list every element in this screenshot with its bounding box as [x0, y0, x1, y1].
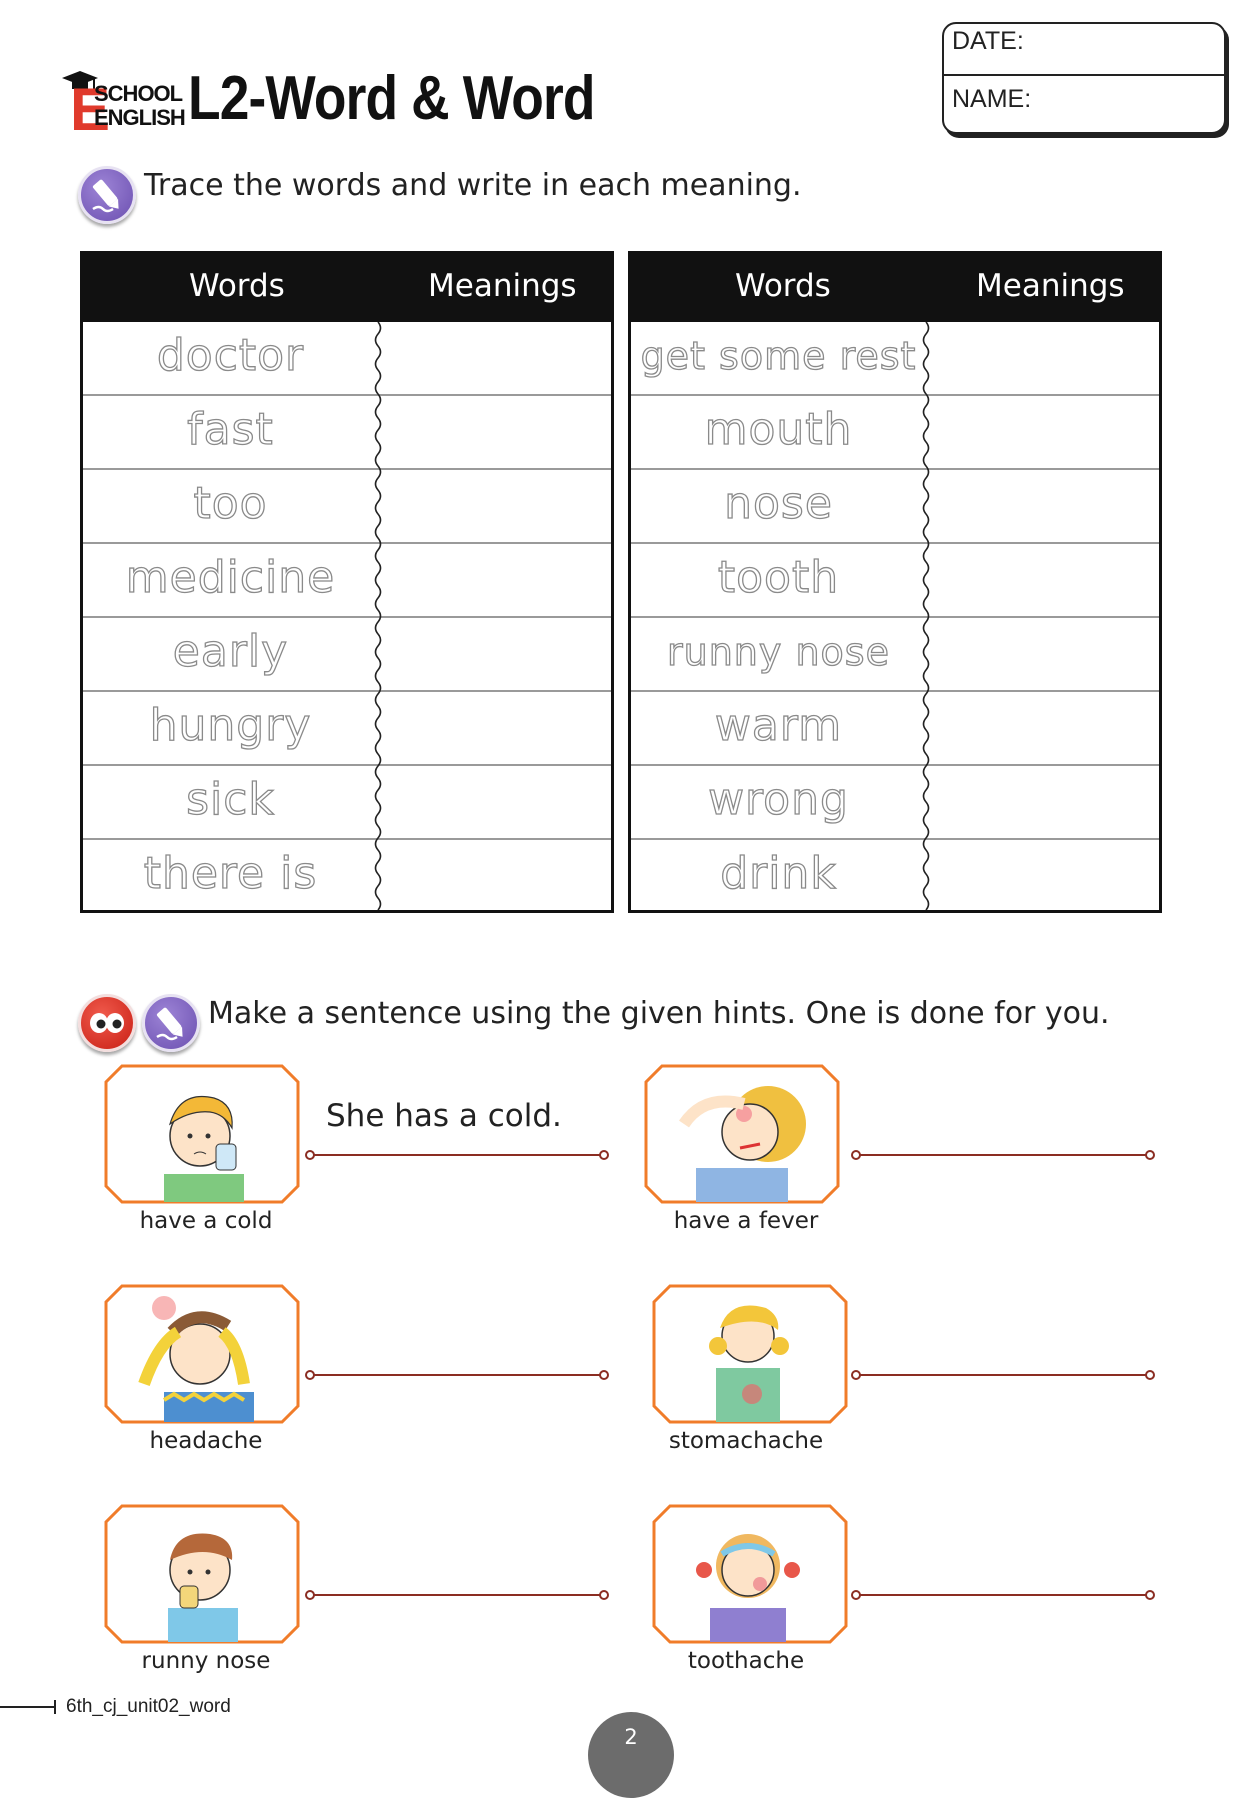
- logo-bottom-text: ENGLISH: [94, 105, 185, 130]
- picture-card-runny-nose: [104, 1504, 300, 1644]
- trace-word: warm: [714, 700, 843, 751]
- vocab-table-left: [80, 251, 614, 913]
- picture-card-toothache: [652, 1504, 848, 1644]
- page-number: 2: [588, 1712, 674, 1798]
- logo-letter: E: [70, 76, 111, 143]
- trace-word: there is: [143, 848, 318, 899]
- logo-top-text: SCHOOL: [94, 81, 183, 106]
- date-label: DATE:: [952, 27, 1024, 55]
- table-row: [631, 840, 1159, 914]
- meaning-input[interactable]: [383, 618, 611, 690]
- table-row: [83, 618, 611, 692]
- trace-word: nose: [724, 478, 833, 529]
- name-label: NAME:: [952, 85, 1032, 113]
- col-words-header: Words: [735, 268, 831, 304]
- footer-rule: [0, 1706, 56, 1708]
- school-english-logo: [58, 70, 185, 143]
- table-row: [83, 470, 611, 544]
- date-name-box: [942, 22, 1226, 134]
- meaning-input[interactable]: [931, 470, 1159, 542]
- picture-card-cold: [104, 1064, 300, 1204]
- table-row: [83, 396, 611, 470]
- page-title: L2-Word & Word: [188, 64, 595, 133]
- meaning-input[interactable]: [931, 322, 1159, 394]
- section2-instruction: Make a sentence using the given hints. One is done for you.: [208, 996, 1110, 1031]
- eyes-icon: [78, 994, 136, 1052]
- table-row: [631, 618, 1159, 692]
- meaning-input[interactable]: [383, 396, 611, 468]
- footer-tick: [54, 1700, 56, 1714]
- hint-label: toothache: [687, 1648, 805, 1674]
- col-meanings-header: Meanings: [428, 268, 577, 304]
- meaning-input[interactable]: [931, 544, 1159, 616]
- trace-word: mouth: [704, 404, 853, 455]
- picture-card-headache: [104, 1284, 300, 1424]
- table-row: [83, 840, 611, 914]
- col-words-header: Words: [189, 268, 285, 304]
- trace-word: hungry: [149, 700, 312, 751]
- table-row: [83, 766, 611, 840]
- answer-line[interactable]: [304, 1368, 610, 1382]
- trace-word: runny nose: [667, 630, 890, 674]
- answer-line[interactable]: [850, 1588, 1156, 1602]
- meaning-input[interactable]: [383, 544, 611, 616]
- date-field[interactable]: [944, 24, 1224, 76]
- table-row: [631, 544, 1159, 618]
- table-row: [83, 544, 611, 618]
- table-row: [631, 470, 1159, 544]
- col-meanings-header: Meanings: [976, 268, 1125, 304]
- table-row: [631, 396, 1159, 470]
- picture-card-fever: [644, 1064, 840, 1204]
- trace-word: tooth: [717, 552, 840, 603]
- trace-word: too: [193, 478, 268, 529]
- table-row: [631, 322, 1159, 396]
- hint-label: runny nose: [141, 1648, 271, 1674]
- picture-card-stomachache: [652, 1284, 848, 1424]
- pencil-write-icon: [78, 166, 136, 224]
- trace-word: drink: [720, 848, 837, 899]
- answer-line[interactable]: [850, 1148, 1156, 1162]
- footer-code: 6th_cj_unit02_word: [66, 1696, 231, 1717]
- meaning-input[interactable]: [931, 692, 1159, 764]
- trace-word: fast: [187, 404, 274, 455]
- sample-answer: She has a cold.: [326, 1098, 562, 1134]
- vocab-table-right: [628, 251, 1162, 913]
- pencil-write-icon: [142, 994, 200, 1052]
- meaning-input[interactable]: [931, 618, 1159, 690]
- column-divider: [920, 322, 932, 910]
- hint-label: stomachache: [668, 1428, 824, 1454]
- column-divider: [372, 322, 384, 910]
- hint-label: have a fever: [673, 1208, 819, 1234]
- table-row: [631, 766, 1159, 840]
- table-header: [631, 254, 1159, 322]
- table-row: [83, 692, 611, 766]
- trace-word: wrong: [708, 774, 849, 825]
- table-row: [83, 322, 611, 396]
- table-row: [631, 692, 1159, 766]
- meaning-input[interactable]: [383, 840, 611, 914]
- meaning-input[interactable]: [383, 322, 611, 394]
- trace-word: doctor: [156, 330, 305, 381]
- answer-line[interactable]: [304, 1588, 610, 1602]
- trace-word: get some rest: [640, 334, 917, 378]
- meaning-input[interactable]: [931, 766, 1159, 838]
- answer-line[interactable]: [304, 1148, 610, 1162]
- meaning-input[interactable]: [383, 766, 611, 838]
- meaning-input[interactable]: [383, 470, 611, 542]
- hint-label: have a cold: [139, 1208, 273, 1234]
- answer-line[interactable]: [850, 1368, 1156, 1382]
- meaning-input[interactable]: [931, 396, 1159, 468]
- section1-instruction: Trace the words and write in each meaning.: [144, 168, 802, 203]
- hint-label: headache: [149, 1428, 263, 1454]
- trace-word: medicine: [125, 552, 336, 603]
- trace-word: early: [172, 626, 289, 677]
- meaning-input[interactable]: [383, 692, 611, 764]
- name-field[interactable]: [944, 78, 1224, 130]
- trace-word: sick: [186, 774, 275, 825]
- table-header: [83, 254, 611, 322]
- meaning-input[interactable]: [931, 840, 1159, 914]
